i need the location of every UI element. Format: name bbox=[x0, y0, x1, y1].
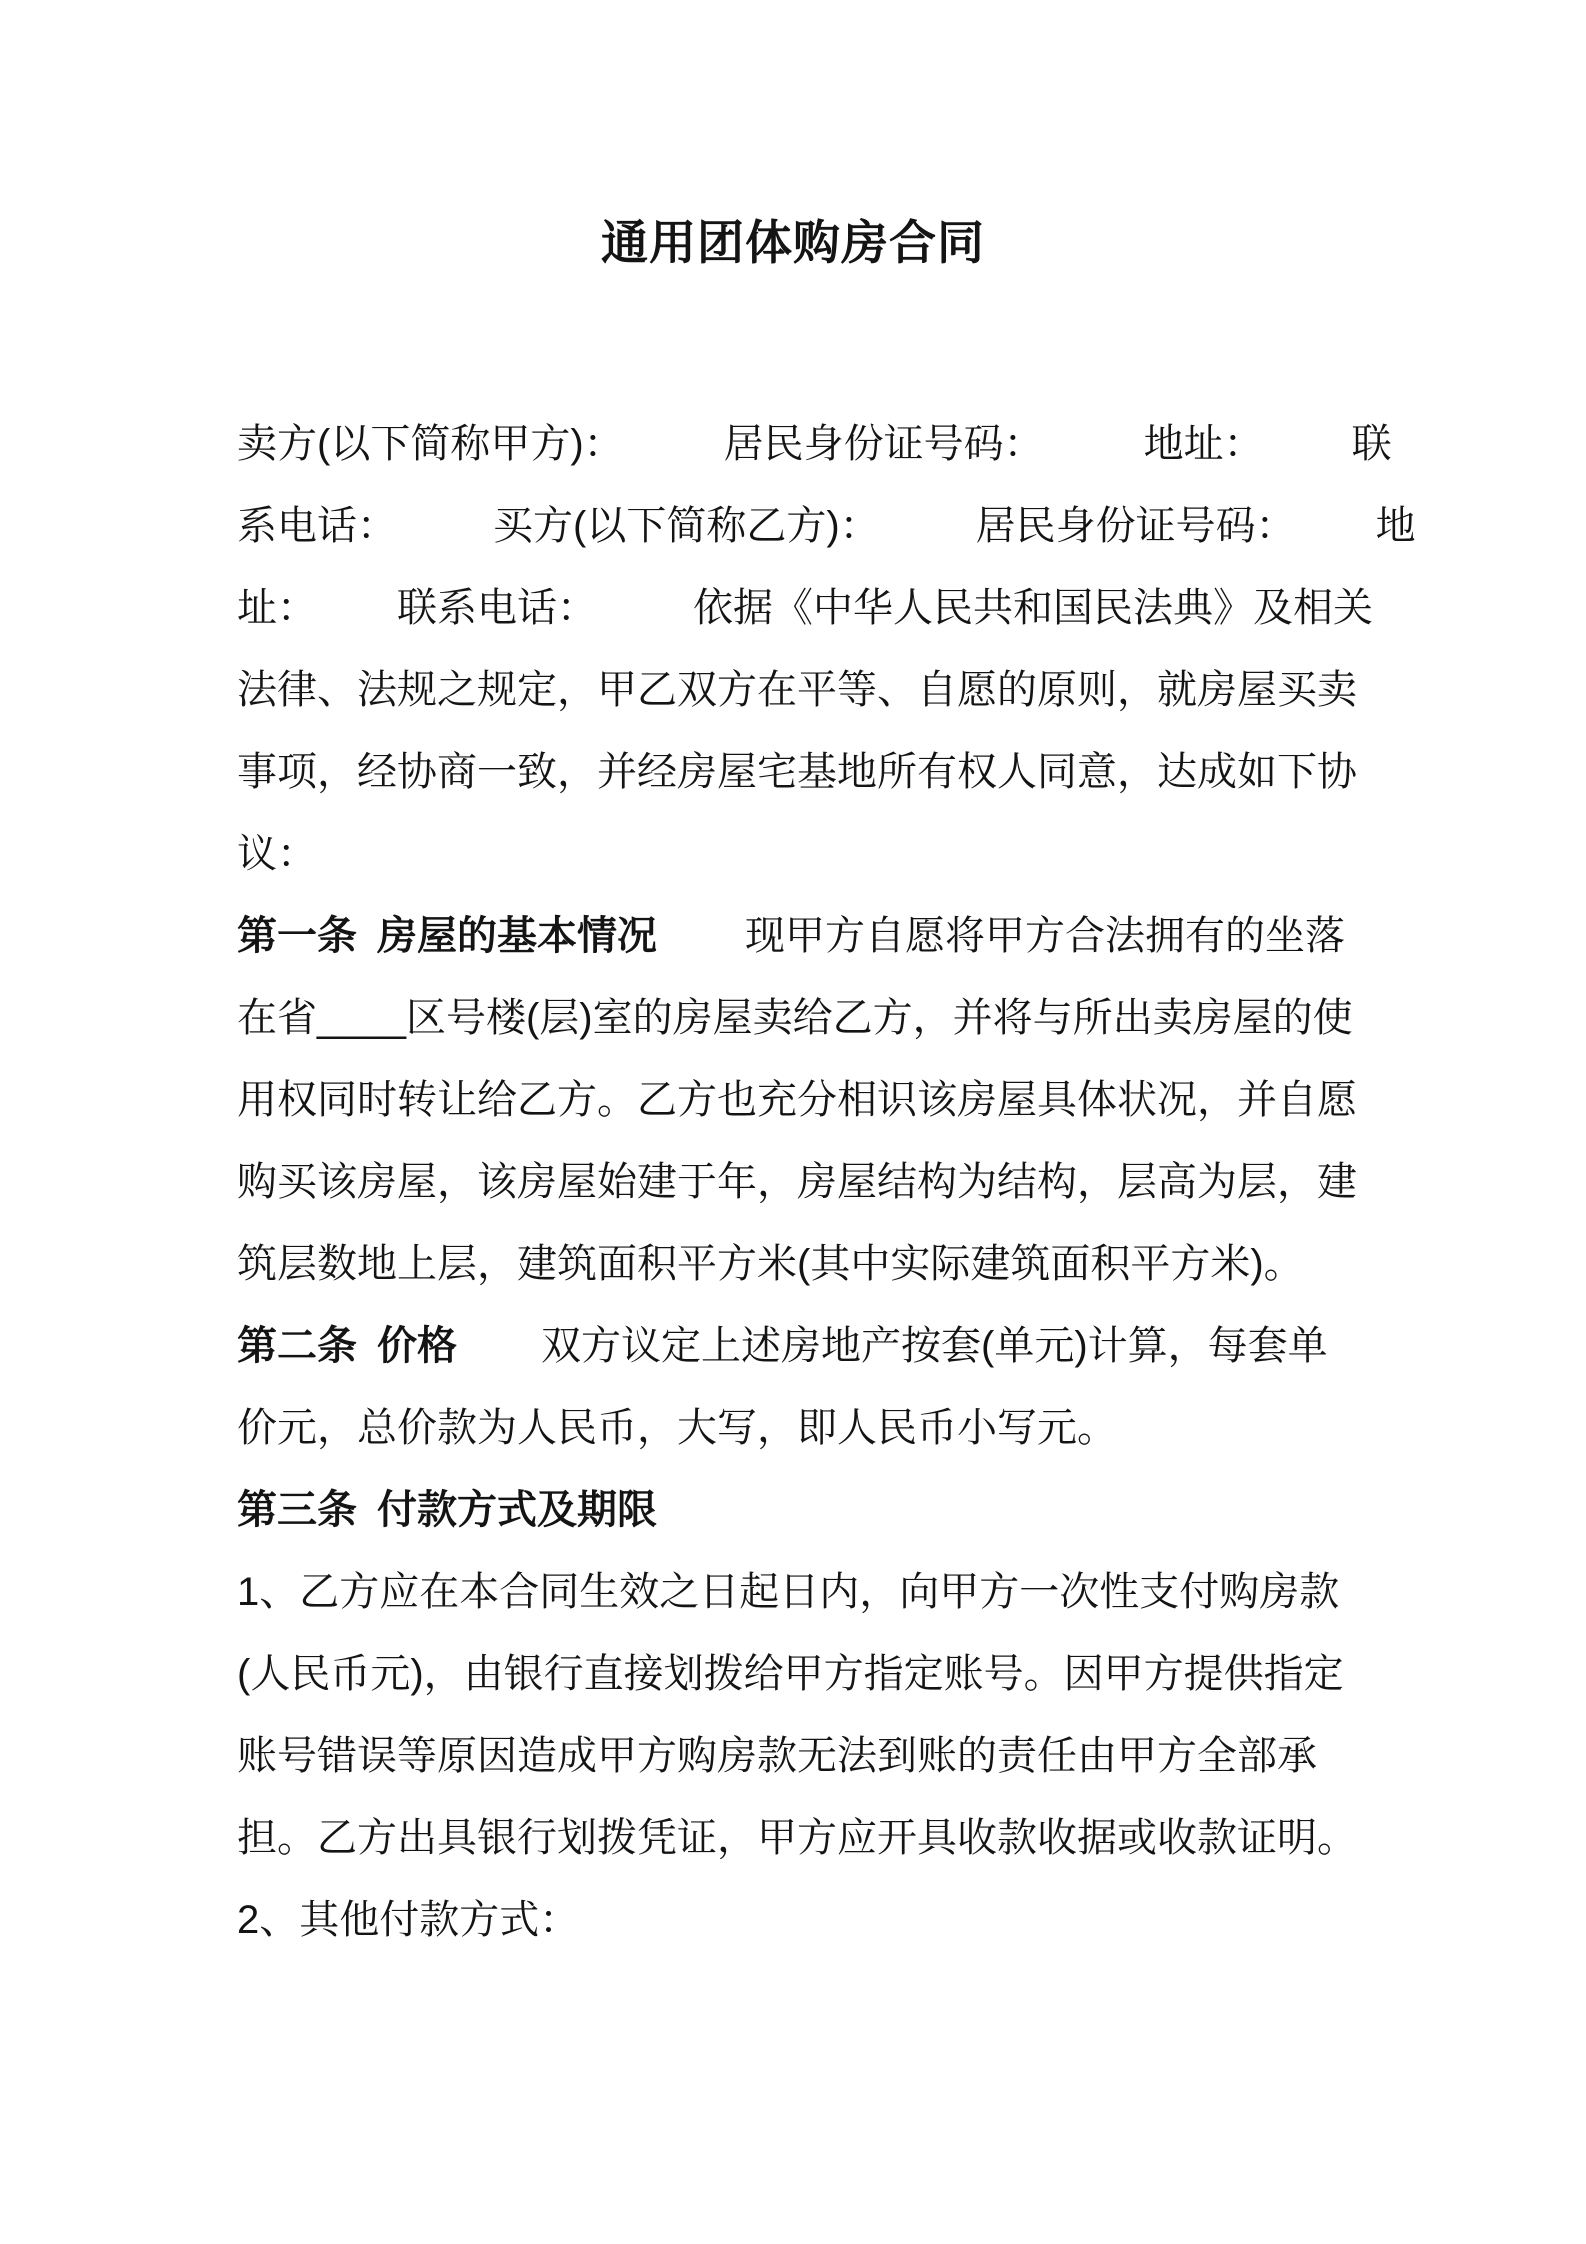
text-segment: 现甲方自愿将甲方合法拥有的坐落 bbox=[745, 914, 1345, 958]
text-segment: 买方(以下简称乙方)： bbox=[493, 504, 880, 548]
blank-space bbox=[597, 620, 693, 621]
document-title: 通用团体购房合同 bbox=[601, 216, 985, 269]
text-segment: 筑层数地上层，建筑面积平方米(其中实际建筑面积平方米)。 bbox=[237, 1242, 1304, 1286]
text-line bbox=[237, 1797, 1367, 1879]
text-segment: 系电话： bbox=[237, 504, 397, 548]
text-line bbox=[237, 1223, 1367, 1305]
text-segment: 址： bbox=[237, 586, 317, 630]
text-segment: 法律、法规之规定，甲乙双方在平等、自愿的原则，就房屋买卖 bbox=[237, 668, 1357, 712]
text-segment: 价元，总价款为人民币，大写，即人民币小写元。 bbox=[237, 1406, 1117, 1450]
blank-space bbox=[357, 1358, 377, 1359]
document-body bbox=[237, 403, 1416, 1961]
blank-space bbox=[657, 948, 745, 949]
blank-space bbox=[357, 1522, 377, 1523]
text-line bbox=[237, 403, 1392, 485]
text-segment: 在省____区号楼(层)室的房屋卖给乙方，并将与所出卖房屋的使 bbox=[237, 996, 1353, 1040]
text-segment: 购买该房屋，该房屋始建于年，房屋结构为结构，层高为层，建 bbox=[237, 1160, 1357, 1204]
text-line bbox=[237, 1633, 1367, 1715]
blank-space bbox=[1264, 456, 1352, 457]
blank-space bbox=[624, 456, 724, 457]
text-line bbox=[237, 1305, 1367, 1387]
text-line bbox=[237, 649, 1367, 731]
text-segment: 依据《中华人民共和国民法典》及相关 bbox=[693, 586, 1373, 630]
text-segment: 地 bbox=[1375, 504, 1416, 548]
text-segment: 居民身份证号码： bbox=[975, 504, 1296, 548]
text-segment: 第二条 bbox=[237, 1324, 357, 1368]
text-segment: 付款方式及期限 bbox=[377, 1488, 657, 1532]
text-segment: 第一条 bbox=[237, 914, 357, 958]
text-line bbox=[237, 485, 1416, 567]
blank-space bbox=[457, 1358, 541, 1359]
text-segment: 联系电话： bbox=[397, 586, 597, 630]
text-segment: 议： bbox=[237, 832, 317, 876]
text-line bbox=[237, 895, 1367, 977]
text-line bbox=[237, 1141, 1367, 1223]
text-segment: 第三条 bbox=[237, 1488, 357, 1532]
text-segment: 地址： bbox=[1143, 422, 1264, 466]
text-segment: 事项，经协商一致，并经房屋宅基地所有权人同意，达成如下协 bbox=[237, 750, 1357, 794]
text-segment: 双方议定上述房地产按套(单元)计算，每套单 bbox=[541, 1324, 1328, 1368]
text-segment: 居民身份证号码： bbox=[723, 422, 1044, 466]
text-line bbox=[237, 977, 1367, 1059]
blank-space bbox=[1296, 538, 1376, 539]
text-segment: 价格 bbox=[377, 1324, 457, 1368]
text-segment: 2、其他付款方式： bbox=[237, 1898, 580, 1942]
text-line bbox=[237, 1879, 1367, 1961]
text-segment: 卖方(以下简称甲方)： bbox=[237, 422, 624, 466]
blank-space bbox=[357, 948, 377, 949]
blank-space bbox=[397, 538, 493, 539]
text-line bbox=[237, 567, 1373, 649]
text-segment: 用权同时转让给乙方。乙方也充分相识该房屋具体状况，并自愿 bbox=[237, 1078, 1357, 1122]
blank-space bbox=[1044, 456, 1144, 457]
text-line bbox=[237, 1387, 1367, 1469]
blank-space bbox=[880, 538, 976, 539]
text-line bbox=[237, 1469, 1367, 1551]
text-segment: 联 bbox=[1351, 422, 1392, 466]
text-line bbox=[237, 1059, 1367, 1141]
text-segment: 1、乙方应在本合同生效之日起日内，向甲方一次性支付购房款 bbox=[237, 1570, 1340, 1614]
text-line bbox=[237, 1551, 1367, 1633]
text-segment: 房屋的基本情况 bbox=[377, 914, 657, 958]
text-line bbox=[237, 813, 1367, 895]
text-segment: (人民币元)，由银行直接划拨给甲方指定账号。因甲方提供指定 bbox=[237, 1652, 1344, 1696]
blank-space bbox=[317, 620, 397, 621]
text-line bbox=[237, 731, 1367, 813]
text-segment: 担。乙方出具银行划拨凭证，甲方应开具收款收据或收款证明。 bbox=[237, 1816, 1357, 1860]
text-segment: 账号错误等原因造成甲方购房款无法到账的责任由甲方全部承 bbox=[237, 1734, 1317, 1778]
text-line bbox=[237, 1715, 1367, 1797]
